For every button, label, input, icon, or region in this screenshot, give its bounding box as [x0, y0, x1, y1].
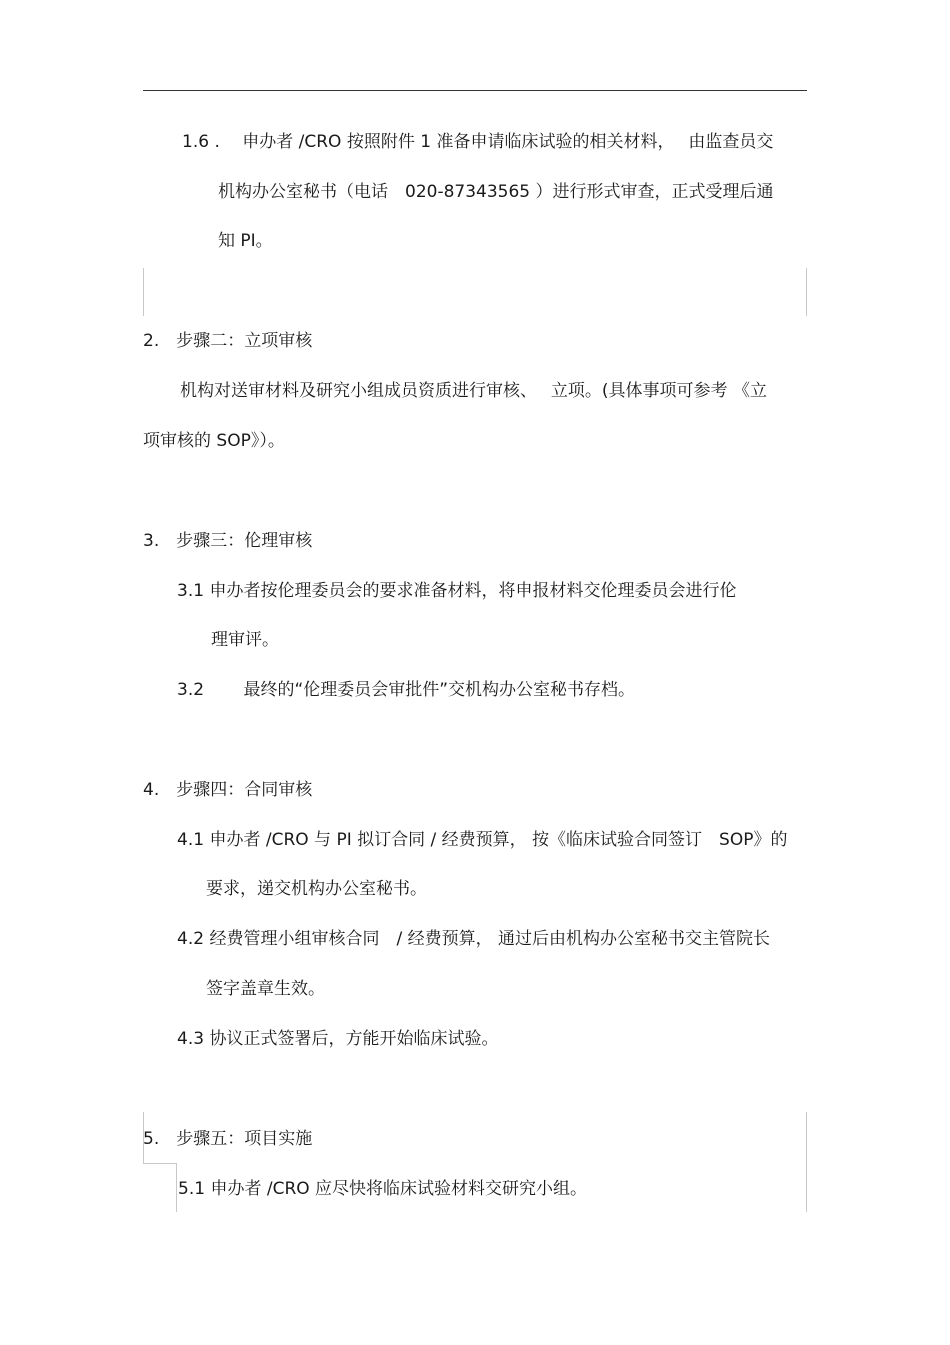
table-border-left-3 [176, 1163, 177, 1212]
item-4-1-line-1: 4.1 申办者 /CRO 与 PI 拟订合同 / 经费预算， 按《临床试验合同签订 SOP》的 [177, 830, 788, 850]
step-2-heading: 2. 步骤二：立项审核 [143, 331, 313, 351]
item-4-2-line-2: 签字盖章生效。 [206, 979, 325, 999]
table-border-left-1 [143, 268, 144, 316]
table-border-right-1 [806, 268, 807, 316]
step-4-heading: 4. 步骤四：合同审核 [143, 780, 313, 800]
item-4-1-line-2: 要求，递交机构办公室秘书。 [206, 879, 427, 899]
item-4-2-line-1: 4.2 经费管理小组审核合同 / 经费预算， 通过后由机构办公室秘书交主管院长 [177, 929, 770, 949]
step-5-heading: 5. 步骤五：项目实施 [143, 1129, 313, 1149]
item-1-6-line-3: 知 PI。 [218, 231, 273, 251]
step-2-body-line-1: 机构对送审材料及研究小组成员资质进行审核、 立项。(具体事项可参考 《立 [180, 381, 767, 401]
item-4-3: 4.3 协议正式签署后，方能开始临床试验。 [177, 1029, 499, 1049]
step-3-heading: 3. 步骤三：伦理审核 [143, 531, 313, 551]
item-1-6-line-2: 机构办公室秘书（电话 020-87343565 ）进行形式审查，正式受理后通 [218, 182, 774, 202]
item-1-6-line-1: 1.6 . 申办者 /CRO 按照附件 1 准备申请临床试验的相关材料， 由监查员交 [182, 132, 774, 152]
top-rule [143, 90, 807, 91]
table-border-bottom-2 [143, 1163, 176, 1164]
item-5-1: 5.1 申办者 /CRO 应尽快将临床试验材料交研究小组。 [178, 1179, 588, 1199]
item-3-1-line-2: 理审评。 [211, 630, 279, 650]
table-border-right-2 [806, 1112, 807, 1212]
item-3-1-line-1: 3.1 申办者按伦理委员会的要求准备材料，将申报材料交伦理委员会进行伦 [177, 581, 737, 601]
item-3-2: 3.2 最终的“伦理委员会审批件”交机构办公室秘书存档。 [177, 680, 636, 700]
step-2-body-line-2: 项审核的 SOP》）。 [143, 431, 285, 451]
